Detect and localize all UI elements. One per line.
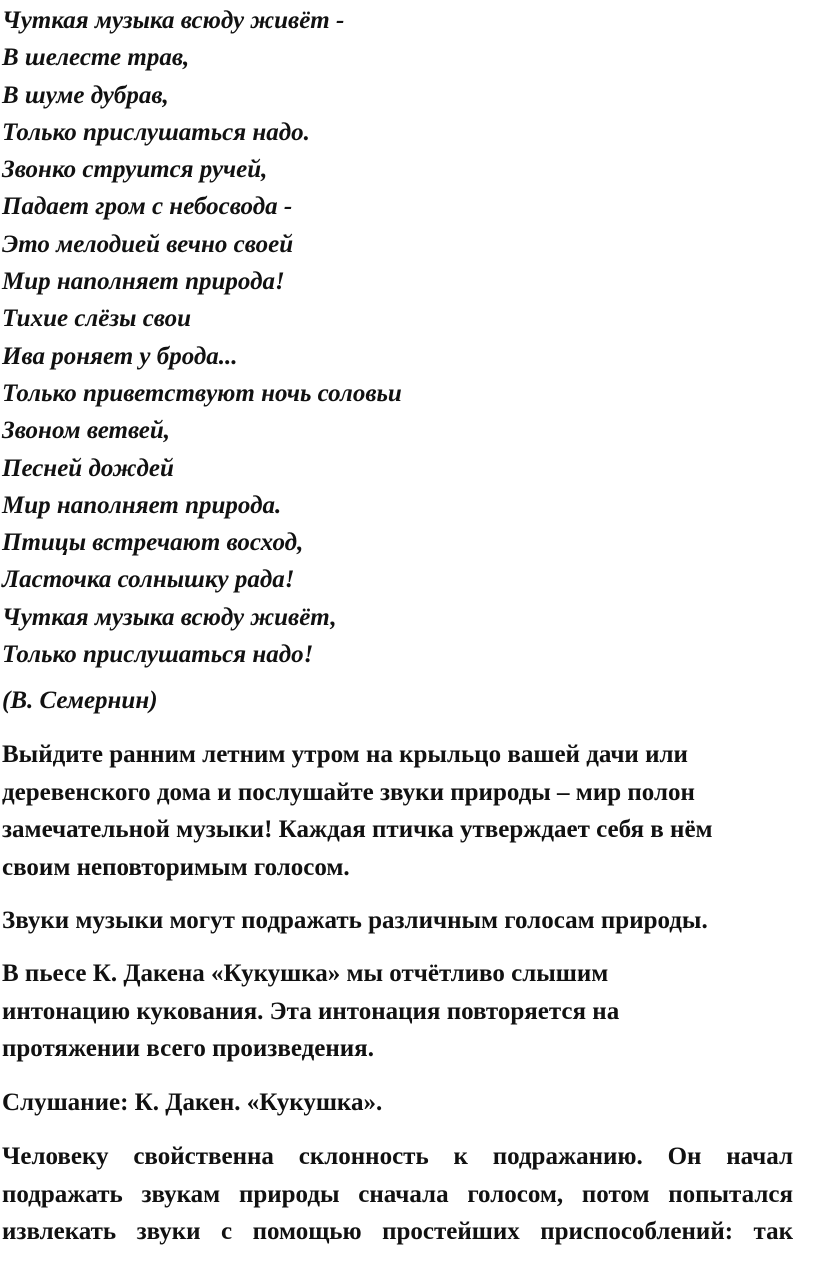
- paragraph-line: Слушание: К. Дакен. «Кукушка».: [2, 1089, 383, 1116]
- paragraph-line: протяжении всего произведения.: [2, 1035, 374, 1062]
- poem-line: Ласточка солнышку рада!: [2, 566, 295, 594]
- poem-line: Чуткая музыка всюду живёт,: [2, 603, 337, 631]
- poem-line: Только прислушаться надо!: [2, 641, 314, 669]
- poem-line: Только приветствуют ночь соловьи: [2, 379, 402, 407]
- poem-line: Птицы встречают восход,: [2, 529, 304, 557]
- poem-line: Ива роняет у брода...: [2, 342, 238, 370]
- paragraph-line: замечательной музыки! Каждая птичка утверждает себя в нём: [2, 816, 713, 843]
- paragraph-line: своим неповторимым голосом.: [2, 853, 350, 881]
- paragraph: [2, 1084, 802, 1122]
- poem-line: Звонко струится ручей,: [2, 156, 268, 184]
- poem-line: Звоном ветвей,: [2, 417, 171, 445]
- poem-line: Падает гром с небосвода -: [2, 193, 293, 221]
- paragraph: [2, 955, 802, 1068]
- paragraph-line: Человеку свойственна склонность к подражанию. Он начал: [2, 1143, 793, 1170]
- paragraph: [2, 902, 802, 940]
- paragraph-line: В пьесе К. Дакена «Кукушка» мы отчётливо слышим: [2, 960, 609, 987]
- poem-line: Чуткая музыка всюду живёт -: [2, 7, 345, 34]
- poem: [2, 2, 802, 673]
- poem-author: (В. Семернин): [2, 687, 158, 714]
- poem-line: Мир наполняет природа!: [2, 268, 285, 296]
- poem-line: В шелесте трав,: [2, 44, 190, 72]
- poem-line: В шуме дубрав,: [2, 81, 169, 109]
- poem-line: Это мелодией вечно своей: [2, 230, 294, 258]
- paragraph-line: Звуки музыки могут подражать различным голосам природы.: [2, 907, 708, 934]
- paragraph-line: интонацию кукования. Эта интонация повторяется на: [2, 997, 620, 1025]
- paragraph-line: Выйдите ранним летним утром на крыльцо вашей дачи или: [2, 741, 688, 768]
- poem-line: Тихие слёзы свои: [2, 305, 192, 333]
- paragraph: [2, 736, 802, 886]
- poem-line: Мир наполняет природа.: [2, 491, 282, 519]
- paragraph: [2, 1138, 802, 1251]
- poem-line: Песней дождей: [2, 454, 174, 482]
- paragraph-line: подражать звукам природы сначала голосом, потом попытался: [2, 1180, 793, 1208]
- paragraph-line: деревенского дома и послушайте звуки природы – мир полон: [2, 778, 695, 806]
- poem-line: Только прислушаться надо.: [2, 118, 310, 146]
- paragraph-line: извлекать звуки с помощью простейших приспособлений: так: [2, 1218, 793, 1245]
